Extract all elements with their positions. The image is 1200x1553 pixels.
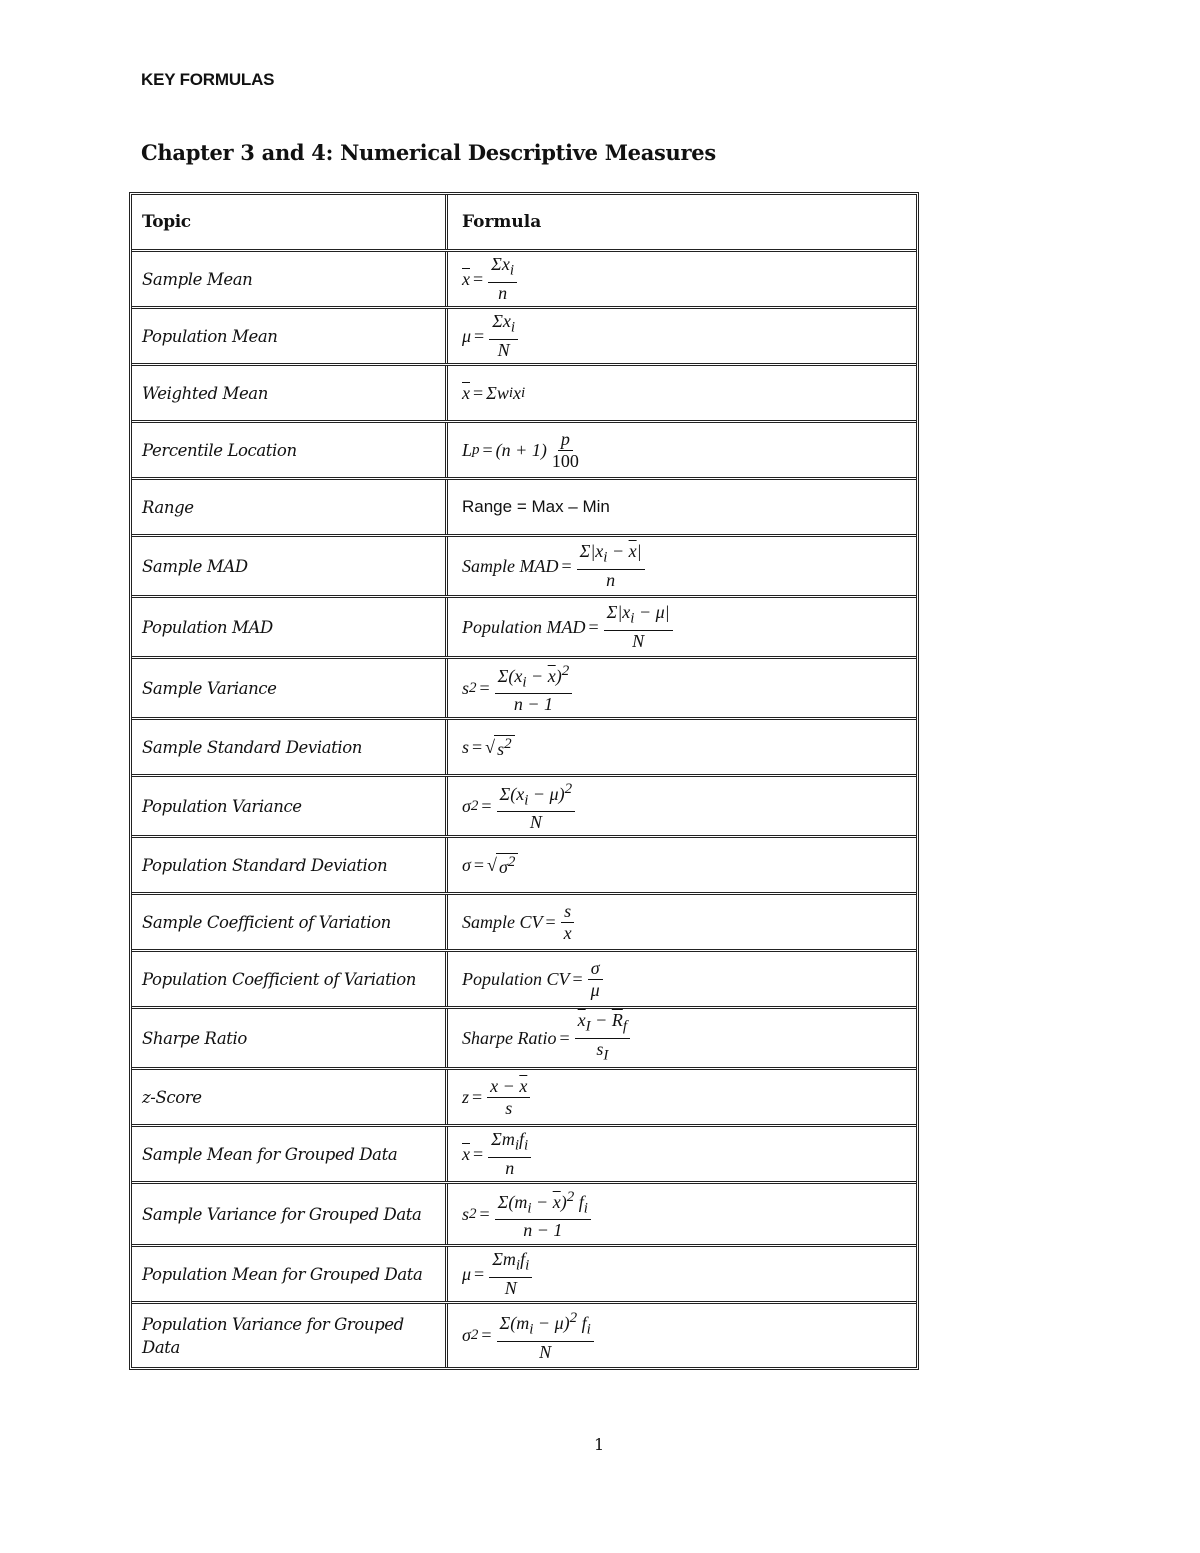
table-row [132,720,916,777]
table-row [132,366,916,423]
topic-cell: Sample Mean for Grouped Data [132,1127,448,1181]
table-row [132,537,916,598]
formula-cell [448,952,916,1006]
page-title: Chapter 3 and 4: Numerical Descriptive Measures [141,140,716,165]
formula-cell [448,1009,916,1067]
topic-cell: Population Mean [132,309,448,363]
table-row [132,1070,916,1127]
formula-cell [448,777,916,835]
formula-cell [448,838,916,892]
topic-cell: Sharpe Ratio [132,1009,448,1067]
document-header: KEY FORMULAS [141,70,275,89]
formula-percentile-location: L p = (n + 1) $\frac{p}{100}$ [462,428,579,471]
formula-cell [448,659,916,717]
formula-cell [448,537,916,595]
formula-cell [448,252,916,306]
formula-cell [448,720,916,774]
formula-cell [448,1184,916,1244]
topic-cell: z-Score [132,1070,448,1124]
formula-range: Range = Max – Min [462,497,610,516]
table-row [132,480,916,537]
topic-cell: Sample Variance [132,659,448,717]
table-header-row [132,195,916,252]
formula-cell [448,895,916,949]
topic-cell: Population Variance for Grouped Data [132,1304,448,1367]
formula-sample-cv: Sample CV = $\frac{s}{x}$ [462,901,577,944]
formula-cell [448,423,916,477]
table-row [132,1184,916,1247]
topic-cell: Population Variance [132,777,448,835]
formula-table [129,192,919,1370]
table-row [132,659,916,720]
topic-cell: Weighted Mean [132,366,448,420]
formula-sample-variance-grouped: s 2 = $\frac{\Sigma(m_i - \overline{x})^2 f_i}{n - 1}$ [462,1187,593,1242]
formula-population-std-dev: σ = √ $\sigma^2$ [462,853,518,878]
formula-sample-std-dev: s = √ $s^2$ [462,735,515,760]
table-row [132,1009,916,1070]
formula-population-mean-grouped: μ = $\frac{\Sigma m_if_i}{N}$ [462,1249,534,1299]
table-row [132,952,916,1009]
formula-sample-mean: $\overline{x}$ = $\frac{\Sigma x_i}{n}$ [462,254,519,304]
table-row [132,895,916,952]
formula-sample-mad: Sample MAD = $\frac{\Sigma|x_i - \overline{x}|}{n}$ [462,541,647,591]
column-header-topic: Topic [132,195,448,249]
formula-cell [448,309,916,363]
table-row [132,777,916,838]
table-row [132,598,916,659]
formula-population-mean: μ = $\frac{\Sigma x_i}{N}$ [462,311,520,361]
topic-cell: Population Standard Deviation [132,838,448,892]
formula-cell [448,1247,916,1301]
formula-sharpe-ratio: Sharpe Ratio = $\frac{\overline{x}_I - \overline{R}_f}{s_I}$ [462,1010,632,1066]
table-row [132,309,916,366]
formula-population-variance-grouped: σ 2 = $\frac{\Sigma(m_i - \mu)^2 f_i}{N}$ [462,1308,596,1363]
table-row [132,423,916,480]
topic-cell: Sample Variance for Grouped Data [132,1184,448,1244]
table-row [132,1304,916,1367]
formula-cell [448,598,916,656]
formula-cell [448,1304,916,1367]
topic-cell: Sample Standard Deviation [132,720,448,774]
formula-cell [448,1127,916,1181]
topic-cell: Population Mean for Grouped Data [132,1247,448,1301]
column-header-formula: Formula [462,212,542,232]
topic-cell: Range [132,480,448,534]
topic-cell: Percentile Location [132,423,448,477]
formula-cell [448,480,916,534]
table-row [132,1127,916,1184]
formula-population-mad: Population MAD = $\frac{\Sigma|x_i - \mu|}{N}$ [462,602,675,652]
formula-weighted-mean: $\overline{x}$ = Σw i x i [462,382,526,403]
formula-cell [448,366,916,420]
topic-cell: Sample Mean [132,252,448,306]
topic-cell: Population Coefficient of Variation [132,952,448,1006]
formula-sample-variance: s 2 = $\frac{\Sigma(x_i - \overline{x})^2}{n - 1}$ [462,661,574,716]
formula-population-variance: σ 2 = $\frac{\Sigma(x_i - \mu)^2}{N}$ [462,779,577,834]
formula-cell [448,1070,916,1124]
formula-sample-mean-grouped: $\overline{x}$ = $\frac{\Sigma m_if_i}{n}$ [462,1129,533,1179]
topic-cell: Sample Coefficient of Variation [132,895,448,949]
topic-cell: Sample MAD [132,537,448,595]
formula-population-cv: Population CV = $\frac{\sigma}{\mu}$ [462,958,605,1001]
table-row [132,838,916,895]
formula-z-score: z = $\frac{x - \overline{x}}{s}$ [462,1076,532,1119]
table-row [132,1247,916,1304]
page-number: 1 [594,1435,605,1454]
topic-cell: Population MAD [132,598,448,656]
table-row [132,252,916,309]
